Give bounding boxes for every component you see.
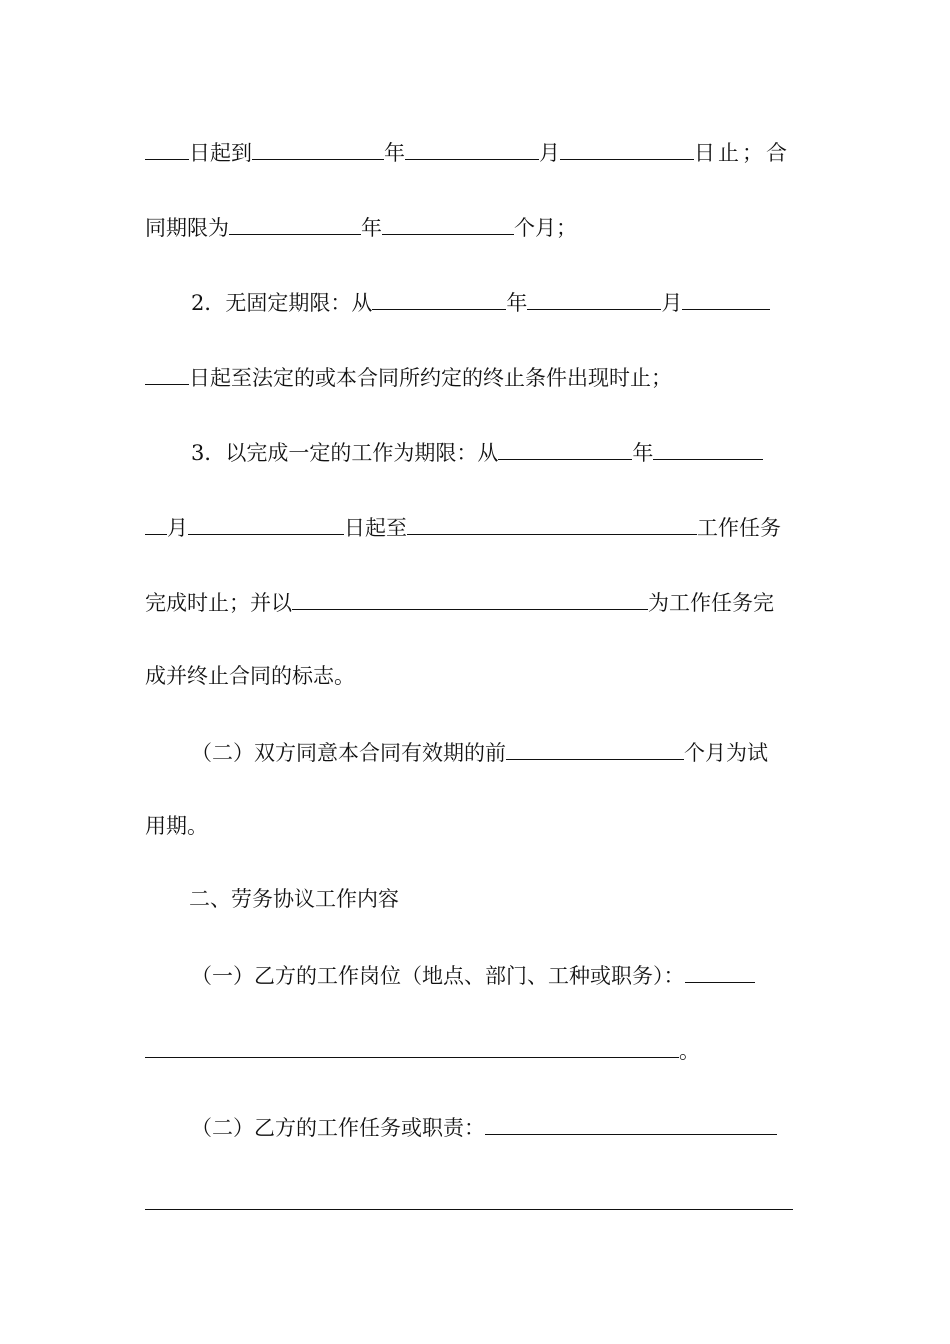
fill-blank bbox=[653, 433, 763, 460]
text-segment: 完成时止；并以 bbox=[145, 591, 292, 615]
text-line bbox=[145, 1108, 793, 1144]
text-line bbox=[145, 583, 793, 619]
text-line bbox=[145, 208, 793, 244]
text-segment: 月 bbox=[661, 291, 683, 315]
text-segment: 工作任务 bbox=[697, 516, 781, 540]
fill-blank bbox=[485, 1108, 777, 1135]
fill-blank bbox=[145, 1183, 793, 1210]
fill-blank bbox=[682, 283, 770, 310]
fill-blank bbox=[188, 508, 344, 535]
text-segment: （二）双方同意本合同有效期的前 bbox=[191, 741, 506, 765]
text-segment: 3．以完成一定的工作为期限：从 bbox=[191, 441, 499, 465]
text-segment: 日起至 bbox=[344, 516, 407, 540]
text-segment: （二）乙方的工作任务或职责： bbox=[191, 1116, 485, 1140]
fill-blank bbox=[382, 208, 514, 235]
text-segment: 个月； bbox=[514, 216, 577, 240]
text-segment: 月 bbox=[167, 516, 188, 540]
text-segment: 用期。 bbox=[145, 814, 208, 838]
fill-blank bbox=[145, 1031, 679, 1058]
fill-blank bbox=[407, 508, 697, 535]
text-segment: 个月为试 bbox=[684, 741, 768, 765]
text-line bbox=[145, 283, 793, 319]
text-segment: 同期限为 bbox=[145, 216, 229, 240]
text-segment: 日起至法定的或本合同所约定的终止条件出现时止； bbox=[189, 366, 672, 390]
text-line bbox=[145, 1031, 793, 1067]
fill-blank bbox=[685, 956, 755, 983]
text-segment: 。 bbox=[679, 1039, 700, 1063]
fill-blank bbox=[252, 133, 384, 160]
text-line bbox=[145, 808, 793, 844]
text-segment: 日止；合 bbox=[694, 141, 790, 165]
fill-blank bbox=[506, 733, 684, 760]
text-segment: 成并终止合同的标志。 bbox=[145, 664, 355, 688]
fill-blank bbox=[372, 283, 506, 310]
fill-blank bbox=[145, 358, 189, 385]
text-line bbox=[145, 358, 793, 394]
text-segment: （一）乙方的工作岗位（地点、部门、工种或职务）： bbox=[191, 964, 685, 988]
text-segment: 日起到 bbox=[189, 141, 252, 165]
text-segment: 年 bbox=[361, 216, 382, 240]
fill-blank bbox=[560, 133, 694, 160]
text-segment: 月 bbox=[539, 141, 560, 165]
text-segment: 年 bbox=[632, 441, 654, 465]
text-segment: 2．无固定期限：从 bbox=[191, 291, 373, 315]
text-line bbox=[145, 508, 793, 544]
fill-blank bbox=[527, 283, 661, 310]
text-line bbox=[145, 1183, 793, 1219]
fill-blank bbox=[405, 133, 539, 160]
fill-blank bbox=[145, 508, 167, 535]
text-segment: 年 bbox=[384, 141, 405, 165]
text-line bbox=[145, 956, 793, 992]
text-line bbox=[145, 133, 793, 169]
fill-blank bbox=[145, 133, 189, 160]
text-line bbox=[145, 658, 793, 694]
text-line bbox=[145, 733, 793, 769]
text-segment: 二、劳务协议工作内容 bbox=[189, 887, 399, 911]
text-line bbox=[145, 433, 793, 469]
fill-blank bbox=[498, 433, 632, 460]
text-segment: 年 bbox=[506, 291, 528, 315]
fill-blank bbox=[292, 583, 648, 610]
section-heading bbox=[145, 881, 793, 917]
fill-blank bbox=[229, 208, 361, 235]
text-segment: 为工作任务完 bbox=[648, 591, 774, 615]
